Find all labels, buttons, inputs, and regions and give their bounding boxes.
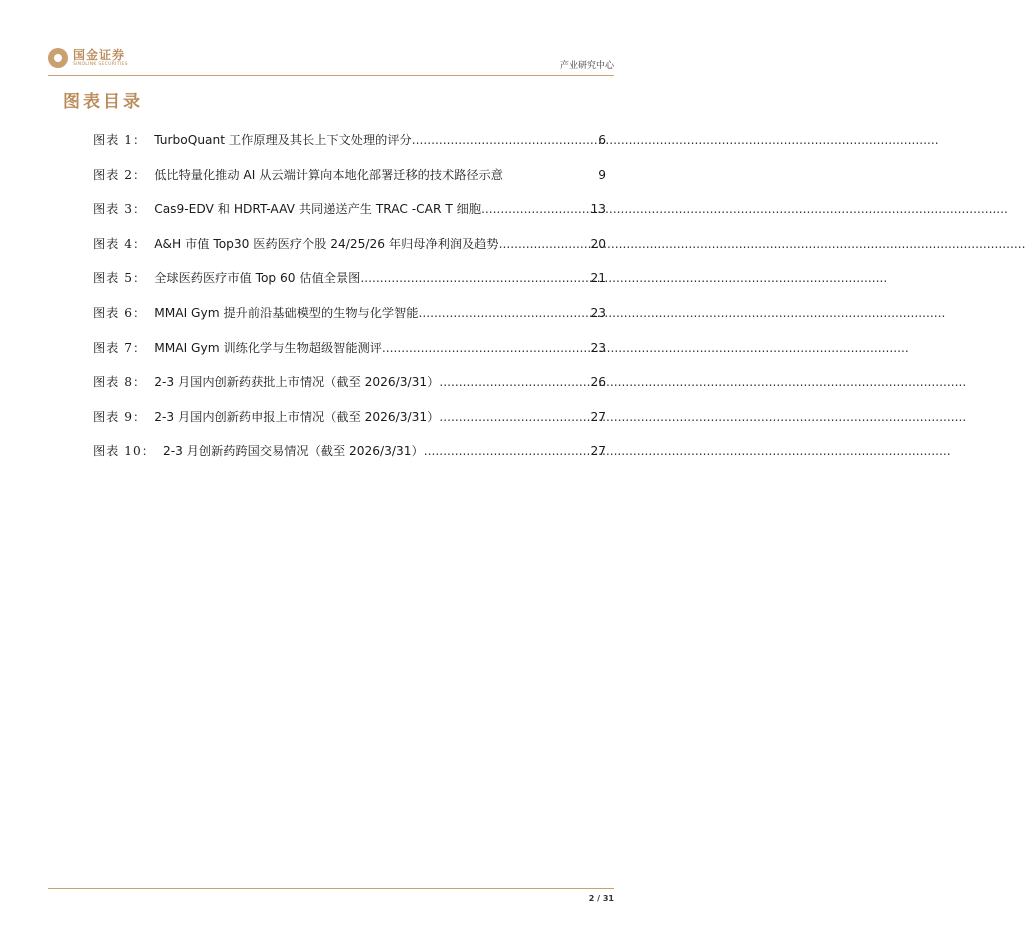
page-header [48, 44, 614, 74]
toc-entry[interactable] [93, 235, 606, 270]
toc-title: 低比特量化推动 AI 从云端计算向本地化部署迁移的技术路径示意 [154, 167, 503, 182]
company-logo [48, 48, 128, 68]
toc-label: 图表 10： [93, 444, 155, 459]
logo-name-cn: 国金证券 [73, 47, 126, 62]
toc-entry[interactable] [93, 166, 606, 201]
toc-title: A&H 市值 Top30 医药医疗个股 24/25/26 年归母净利润及趋势 [154, 236, 499, 251]
toc-entry[interactable] [93, 131, 606, 166]
toc-page-number: 9 [598, 167, 606, 182]
toc-entry[interactable] [93, 200, 606, 235]
toc-page-number: 21 [590, 271, 606, 286]
page-number: 2 / 31 [588, 894, 614, 903]
toc-title: 2-3 月国内创新药获批上市情况（截至 2026/3/31） [154, 375, 440, 390]
toc-leader-dots [382, 341, 589, 355]
toc-label: 图表 5： [93, 271, 147, 286]
toc-page-number: 26 [590, 375, 606, 390]
toc-leader-dots [499, 237, 589, 251]
toc-title: MMAI Gym 提升前沿基础模型的生物与化学智能 [154, 305, 419, 320]
footer-divider [48, 888, 614, 889]
toc-leader-dots [412, 133, 597, 147]
toc-label: 图表 1： [93, 133, 147, 147]
toc-page-number: 23 [590, 305, 606, 320]
toc-title: TurboQuant 工作原理及其长上下文处理的评分 [154, 133, 412, 147]
toc-leader-dots [439, 410, 588, 424]
toc-leader-dots [481, 202, 588, 216]
page-title: 图表目录 [63, 92, 143, 112]
toc-page-number: 27 [590, 409, 606, 424]
toc-label: 图表 4： [93, 236, 147, 251]
toc-label: 图表 6： [93, 305, 147, 320]
toc-page-number: 6 [598, 133, 606, 147]
toc-page-number: 13 [590, 202, 606, 217]
toc-label: 图表 2： [93, 167, 147, 182]
toc-page-number: 27 [590, 444, 606, 459]
logo-name-en: SINOLINK SECURITIES [73, 61, 128, 67]
figure-index [93, 131, 606, 477]
toc-label: 图表 7： [93, 340, 147, 355]
toc-leader-dots [424, 444, 589, 458]
toc-label: 图表 9： [93, 409, 147, 424]
toc-leader-dots [439, 375, 588, 389]
toc-entry[interactable] [93, 442, 606, 477]
toc-title: 全球医药医疗市值 Top 60 估值全景图 [154, 271, 361, 286]
toc-title: Cas9-EDV 和 HDRT-AAV 共同递送产生 TRAC -CAR T 细胞 [154, 202, 482, 217]
toc-title: MMAI Gym 训练化学与生物超级智能测评 [154, 340, 382, 355]
toc-title: 2-3 月国内创新药申报上市情况（截至 2026/3/31） [154, 409, 440, 424]
toc-entry[interactable] [93, 269, 606, 304]
toc-entry[interactable] [93, 408, 606, 443]
toc-label: 图表 8： [93, 375, 147, 390]
header-divider [48, 75, 614, 76]
toc-label: 图表 3： [93, 202, 147, 217]
toc-leader-dots [360, 271, 588, 285]
toc-leader-dots [418, 306, 588, 320]
toc-entry[interactable] [93, 339, 606, 374]
toc-page-number: 20 [590, 236, 606, 251]
logo-icon [48, 48, 68, 68]
department-label: 产业研究中心 [559, 61, 614, 71]
toc-title: 2-3 月创新药跨国交易情况（截至 2026/3/31） [162, 444, 424, 459]
toc-page-number: 23 [590, 340, 606, 355]
toc-entry[interactable] [93, 373, 606, 408]
toc-entry[interactable] [93, 304, 606, 339]
